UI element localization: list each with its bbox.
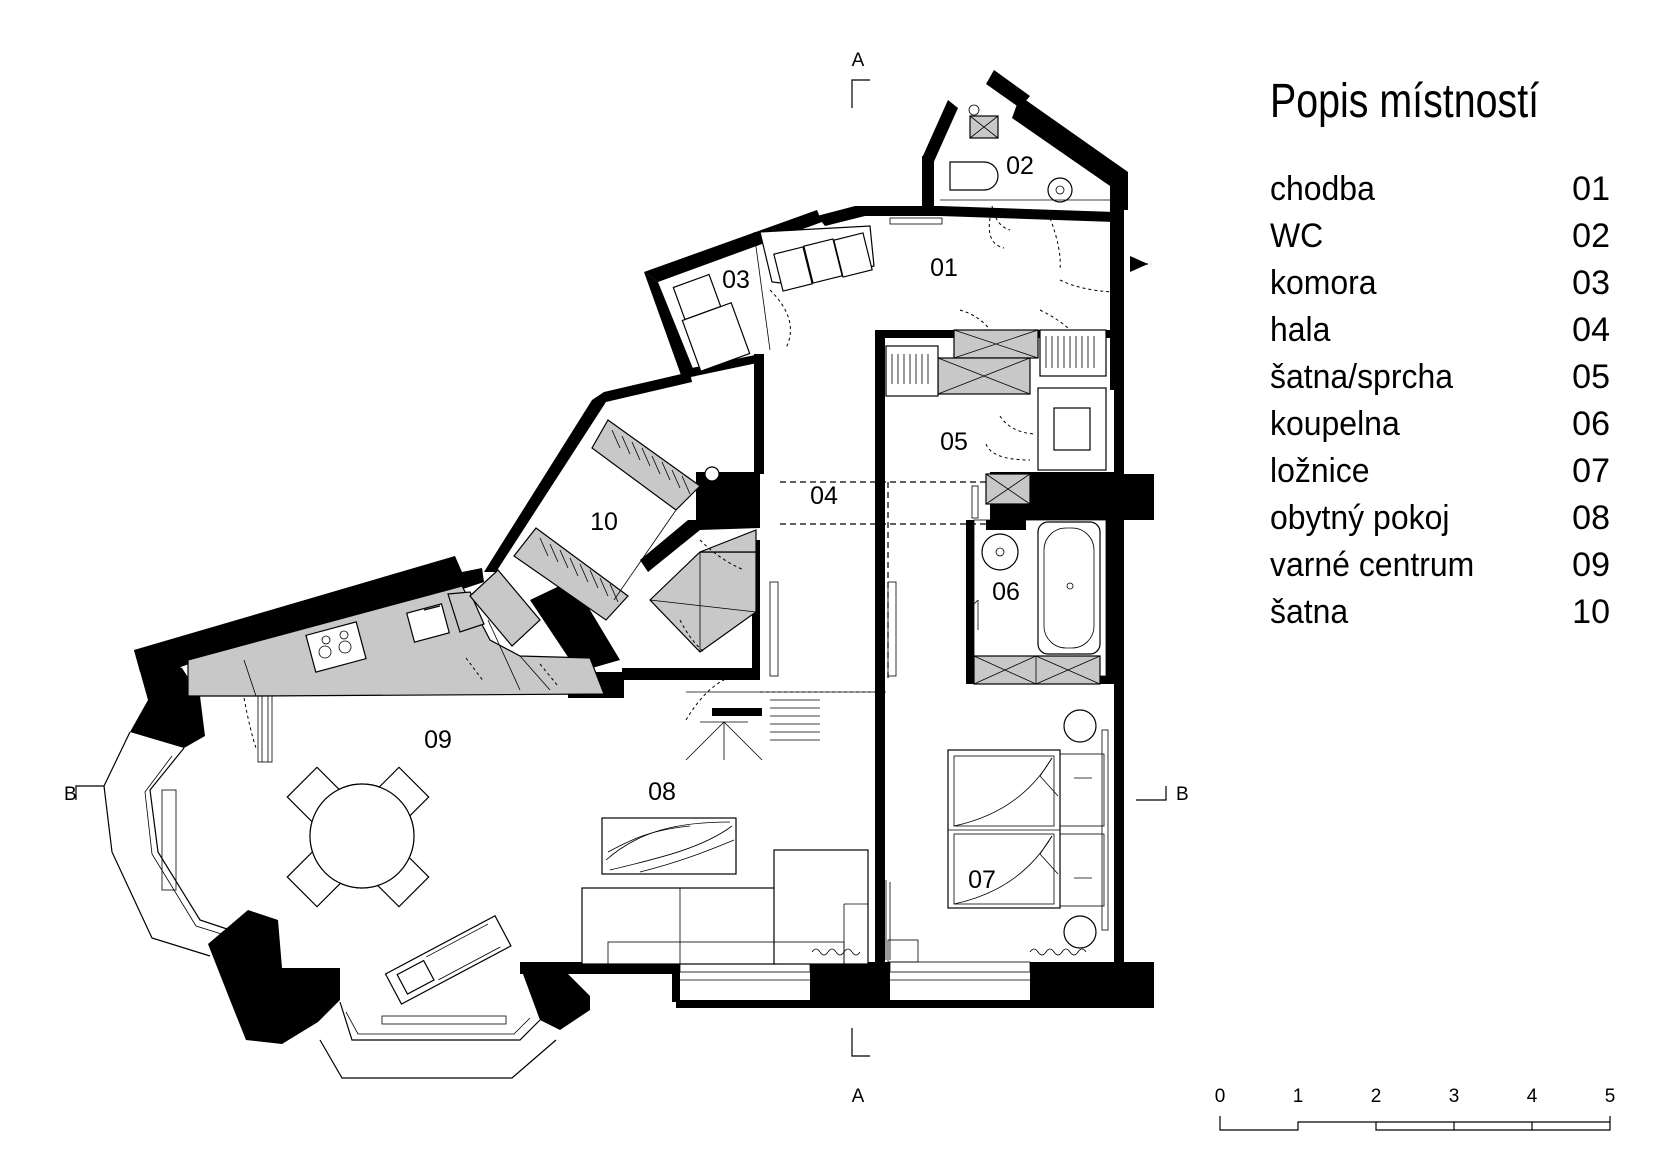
legend-room-name: koupelna (1270, 405, 1400, 443)
scale-tick-label: 0 (1214, 1086, 1226, 1107)
section-mark-b-left: B (64, 784, 77, 805)
room-legend (1270, 75, 1610, 636)
legend-room-code: 02 (1572, 217, 1610, 255)
room-label-10: 10 (590, 508, 618, 536)
room-label-02: 02 (1006, 152, 1034, 180)
legend-row (1270, 448, 1610, 495)
scale-bar-graphic (1210, 1110, 1620, 1140)
section-mark-a-bottom: A (851, 1086, 865, 1107)
legend-row (1270, 542, 1610, 589)
legend-room-name: WC (1270, 217, 1324, 255)
legend-row (1270, 401, 1610, 448)
room-label-08: 08 (648, 778, 676, 806)
room-label-09: 09 (424, 726, 452, 754)
scale-tick-label: 5 (1604, 1086, 1616, 1107)
lounger (386, 916, 511, 1004)
scale-tick-label: 2 (1370, 1086, 1382, 1107)
legend-room-code: 10 (1572, 593, 1610, 631)
legend-room-code: 07 (1572, 452, 1610, 490)
legend-row (1270, 307, 1610, 354)
legend-room-code: 01 (1572, 170, 1610, 208)
legend-row (1270, 589, 1610, 636)
section-mark-a-top: A (851, 50, 865, 71)
legend-room-code: 04 (1572, 311, 1610, 349)
room-label-04: 04 (810, 482, 838, 510)
legend-row (1270, 166, 1610, 213)
section-mark-b-right: B (1176, 784, 1189, 805)
legend-room-name: obytný pokoj (1270, 499, 1450, 537)
legend-room-code: 06 (1572, 405, 1610, 443)
dining-table-set (287, 767, 428, 906)
scale-tick-label: 4 (1526, 1086, 1538, 1107)
room-label-01: 01 (930, 254, 958, 282)
room-label-05: 05 (940, 428, 968, 456)
legend-room-code: 05 (1572, 358, 1610, 396)
room-label-03: 03 (722, 266, 750, 294)
legend-room-name: ložnice (1270, 452, 1370, 490)
legend-room-name: chodba (1270, 170, 1375, 208)
room-label-06: 06 (992, 578, 1020, 606)
scale-bar (1210, 1086, 1616, 1146)
scale-tick-label: 3 (1448, 1086, 1460, 1107)
hall-stair-lines (770, 700, 820, 740)
legend-room-code: 08 (1572, 499, 1610, 537)
legend-room-name: hala (1270, 311, 1331, 349)
legend-row (1270, 213, 1610, 260)
legend-row (1270, 260, 1610, 307)
room-label-07: 07 (968, 866, 996, 894)
legend-title: Popis místností (1270, 75, 1540, 128)
legend-room-name: varné centrum (1270, 546, 1475, 584)
living-room-furniture (582, 818, 868, 964)
legend-room-code: 09 (1572, 546, 1610, 584)
legend-room-name: šatna (1270, 593, 1349, 631)
legend-row (1270, 354, 1610, 401)
legend-room-name: šatna/sprcha (1270, 358, 1453, 396)
scale-tick-label: 1 (1292, 1086, 1304, 1107)
legend-room-code: 03 (1572, 264, 1610, 302)
legend-room-name: komora (1270, 264, 1377, 302)
legend-row (1270, 495, 1610, 542)
